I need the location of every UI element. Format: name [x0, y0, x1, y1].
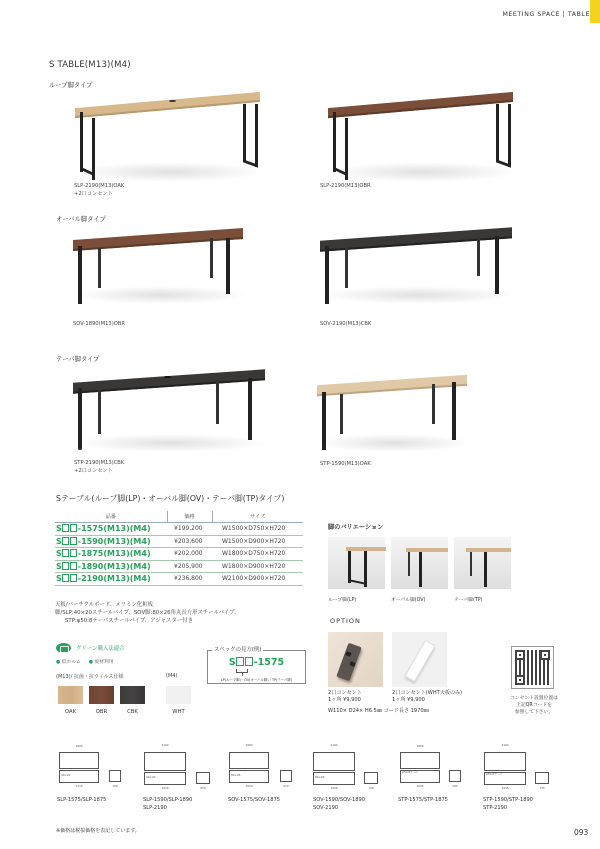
- group-label-oval: オーバル脚タイプ: [56, 216, 106, 223]
- drawing-top-view: [400, 752, 440, 769]
- table-row: S -1590(M13)(M4) ¥203,600 W1500×D900×H720: [55, 535, 303, 548]
- drawing-top-view: [144, 752, 186, 771]
- swatch-oak: [58, 686, 83, 704]
- page-number: 093: [574, 828, 589, 837]
- swatch-obr: [89, 686, 114, 704]
- option-photo-outlet: [328, 632, 383, 687]
- swatch-label: OBR: [95, 709, 108, 715]
- swatch-label: CBK: [127, 709, 138, 715]
- qr-note: コンセント設置位置は 上記QRコードを 参照して下さい。: [510, 696, 558, 715]
- product-caption: STP-2190(M13)CBK +2口コンセント: [74, 460, 125, 474]
- group-label-loop: ループ脚タイプ: [49, 82, 93, 89]
- spec-guide-legend: LP(ループ脚)・OV(オーバル脚)・TP(テーパ脚): [220, 678, 293, 682]
- drawing-side-view: [449, 770, 461, 782]
- page-title: S TABLE(M13)(M4): [49, 60, 131, 70]
- drawing-top-view: [229, 752, 269, 769]
- drawing-label: SLP-1575/SLP-1875: [57, 797, 107, 803]
- product-caption: SLP-2190(M13)OAK +2口コンセント: [74, 183, 125, 197]
- blank-box-icon: [62, 562, 69, 570]
- bracket-stem: [242, 673, 243, 676]
- finish-title-m13: (M13)/ 抗菌・抗ウイルス仕様: [56, 674, 124, 680]
- drawing-side-view: [364, 772, 378, 784]
- blank-box-icon: [245, 657, 253, 666]
- drawing-label: SOV-1590/SOV-1890 SOV-2190: [313, 797, 365, 811]
- swatch-cbk: [120, 686, 145, 704]
- column-header-price: 価格: [167, 511, 212, 523]
- price-footnote: ※価格は税抜価格を表記しています。: [56, 828, 140, 834]
- blank-box-icon: [62, 537, 69, 545]
- column-header-size: サイズ: [212, 511, 303, 523]
- table-row: S -1575(M13)(M4) ¥199,200 W1500×D750×H720: [55, 523, 303, 536]
- spec-section-title: Sテーブル(ループ脚(LP)・オーバル脚(OV)・テーパ脚(TP)タイプ): [56, 494, 285, 503]
- option-title: OPTION: [330, 617, 361, 625]
- eco-features: ● 低ホルム ● 廃材利用: [56, 660, 114, 665]
- product-caption: SOV-2190(M13)CBK: [320, 321, 372, 327]
- blank-box-icon: [70, 574, 77, 582]
- product-photo-stp-2190-cbk: [68, 366, 268, 456]
- table-row: S -1875(M13)(M4) ¥202,000 W1800×D750×H720: [55, 548, 303, 561]
- column-header-model: 品番: [55, 511, 167, 523]
- group-label-taper: テーパ脚タイプ: [56, 356, 100, 363]
- finish-title-m4: (M4): [166, 673, 178, 679]
- product-photo-slp-2190-oak: [65, 92, 265, 182]
- leg-photo-oval: [391, 537, 448, 589]
- drawing-side-view: [535, 772, 549, 784]
- blank-box-icon: [70, 537, 77, 545]
- leg-label-oval: オーバル脚(OV): [391, 598, 426, 603]
- spec-table: [55, 511, 303, 586]
- product-photo-sov-2190-cbk: [315, 224, 515, 309]
- product-photo-slp-2190-obr: [318, 92, 518, 182]
- option-item-outlet-white: 2口コンセント(WHT天板のみ) 1ヶ所 ¥9,900: [392, 690, 463, 703]
- drawing-label: SOV-1575/SOV-1875: [228, 797, 280, 803]
- swatch-label: WHT: [172, 709, 185, 715]
- leg-label-taper: テーパ脚(TP): [454, 598, 483, 603]
- option-item-outlet: 2口コンセント 1ヶ所 ¥9,900: [328, 690, 362, 703]
- swatch-wht: [166, 686, 191, 704]
- table-row: S -1890(M13)(M4) ¥205,900 W1800×D900×H720: [55, 560, 303, 573]
- table-row: S -2190(M13)(M4) ¥236,800 W2100×D900×H720: [55, 573, 303, 586]
- option-dimensions: W110× D24× H6.5㎜ コード長さ 1970㎜: [328, 708, 429, 714]
- leg-label-loop: ループ脚(LP): [328, 598, 357, 603]
- drawing-label: STP-1590/STP-1890 STP-2190: [483, 797, 533, 811]
- product-caption: STP-1590(M13)OAK: [320, 461, 371, 467]
- option-photo-outlet-white: [392, 632, 447, 687]
- leg-photo-loop: [328, 537, 385, 589]
- drawing-side-view: [280, 770, 292, 782]
- blank-box-icon: [236, 657, 244, 666]
- leg-variation-title: 脚のバリエーション: [328, 524, 384, 531]
- green-purchase-icon: [56, 643, 71, 653]
- drawing-label: STP-1575/STP-1875: [398, 797, 448, 803]
- blank-box-icon: [70, 549, 77, 557]
- spec-guide-example: S -1575: [228, 657, 285, 668]
- section-header: MEETING SPACE | TABLE: [502, 11, 590, 18]
- product-photo-stp-1590-oak: [312, 372, 472, 456]
- drawing-top-view: [59, 752, 99, 769]
- leg-photo-taper: [454, 537, 511, 589]
- blank-box-icon: [62, 549, 69, 557]
- spec-guide-title: スペックの見方(例): [214, 647, 262, 653]
- blank-box-icon: [70, 524, 77, 532]
- materials-description: 天板/パーチクルボード、メラミン化粧板 脚/SLP:40×20スチールパイプ、SOV脚:80×26角丸長方形スチールパイプ、 STP:φ50.8テーパスチールパイプ、アジャスター付き: [55, 602, 240, 624]
- qr-code[interactable]: [511, 646, 554, 689]
- drawing-side-view: [109, 770, 121, 782]
- section-accent-tab: [590, 0, 600, 23]
- swatch-label: OAK: [64, 709, 77, 715]
- blank-box-icon: [62, 574, 69, 582]
- dimension: 1800: [75, 744, 83, 748]
- drawing-top-view: [484, 752, 526, 771]
- product-caption: SLP-2190(M13)OBR: [320, 183, 371, 189]
- drawing-label: SLP-1590/SLP-1890 SLP-2190: [143, 797, 193, 811]
- product-caption: SOV-1890(M13)OBR: [73, 321, 125, 327]
- blank-box-icon: [62, 524, 69, 532]
- green-purchase-label: グリーン購入法適合: [76, 646, 125, 652]
- product-photo-sov-1890-obr: [68, 224, 248, 309]
- drawing-top-view: [313, 752, 355, 771]
- drawing-side-view: [196, 772, 210, 784]
- blank-box-icon: [70, 562, 77, 570]
